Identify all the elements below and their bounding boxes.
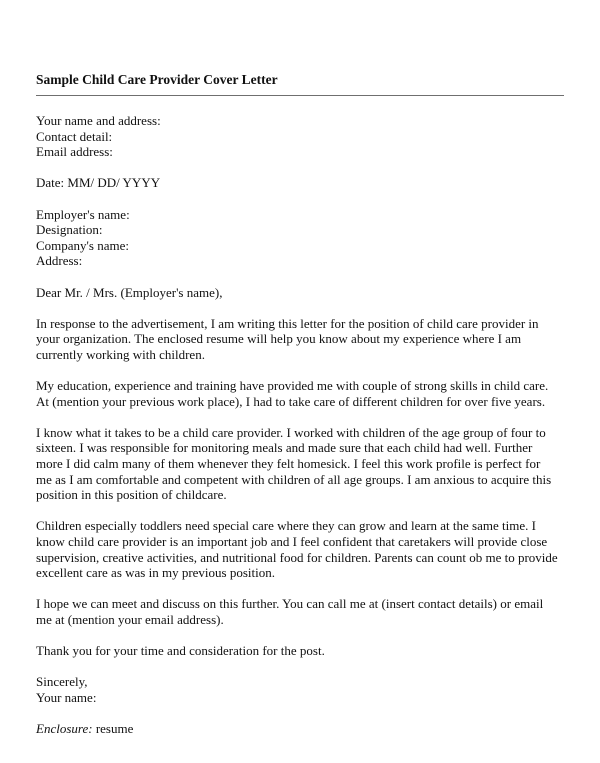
salutation-block (36, 285, 566, 301)
paragraph-line: me as I am comfortable and competent with children of all age groups. I am anxious to acquire this (36, 471, 552, 487)
letter-body (36, 113, 566, 752)
paragraph-3 (36, 425, 566, 503)
sender-name-address: Your name and address: (36, 113, 161, 128)
paragraph-line: Children especially toddlers need special care where they can grow and learn at the same time. I (36, 518, 536, 534)
paragraph-line: My education, experience and training have provided me with couple of strong skills in child care. (36, 378, 549, 394)
paragraph-line: your organization. The enclosed resume will help you know about my experience where I am (36, 331, 522, 347)
document-title: Sample Child Care Provider Cover Letter (36, 72, 278, 87)
recipient-designation: Designation: (36, 222, 103, 238)
paragraph-line: excellent care as was in my previous position. (36, 565, 275, 581)
recipient-address: Address: (36, 253, 83, 269)
salutation: Dear Mr. / Mrs. (Employer's name), (36, 284, 223, 300)
enclosure-label: Enclosure: (36, 721, 93, 737)
enclosure-value: resume (92, 721, 134, 737)
paragraph-line: currently working with children. (36, 346, 205, 362)
enclosure-block (36, 721, 566, 737)
date-block (36, 175, 566, 191)
recipient-company-name: Company's name: (36, 237, 129, 253)
closing-sincerely: Sincerely, (36, 674, 88, 690)
paragraph-line: me at (mention your email address). (36, 612, 224, 627)
sender-email-address: Email address: (36, 144, 113, 160)
paragraph-line: I hope we can meet and discuss on this further. You can call me at (insert contact details) or email (36, 596, 544, 612)
paragraph-line: Thank you for your time and consideration for the post. (36, 643, 325, 659)
paragraph-line: more I did calm many of them whenever they felt homesick. I feel this work profile is perfect for (36, 456, 541, 472)
paragraph-2 (36, 378, 566, 409)
sender-block (36, 113, 566, 160)
paragraph-line: sixteen. I was responsible for monitoring meals and made sure that each child had well. Further (36, 440, 533, 456)
paragraph-1 (36, 316, 566, 363)
sender-contact-detail: Contact detail: (36, 128, 113, 144)
paragraph-4 (36, 518, 566, 580)
letter-date: Date: MM/ DD/ YYYY (36, 175, 161, 191)
paragraph-line: I know what it takes to be a child care provider. I worked with children of the age group of four to (36, 424, 546, 440)
paragraph-line: know child care provider is an important job and I feel confident that caretakers will provide close (36, 534, 548, 550)
recipient-employer-name: Employer's name: (36, 206, 130, 222)
closing-block (36, 674, 566, 705)
closing-your-name: Your name: (36, 689, 97, 705)
paragraph-line: At (mention your previous work place), I had to take care of different children for over five years. (36, 393, 546, 409)
recipient-block (36, 207, 566, 269)
paragraph-line: supervision, creative activities, and nutritional food for children. Parents can count ob me to provide (36, 549, 558, 565)
title-divider (36, 95, 564, 96)
enclosure-line (36, 721, 566, 737)
paragraph-line: position in this position of childcare. (36, 487, 227, 503)
paragraph-line: In response to the advertisement, I am writing this letter for the position of child care provider in (36, 315, 539, 331)
paragraph-6 (36, 643, 566, 659)
paragraph-5 (36, 596, 566, 627)
